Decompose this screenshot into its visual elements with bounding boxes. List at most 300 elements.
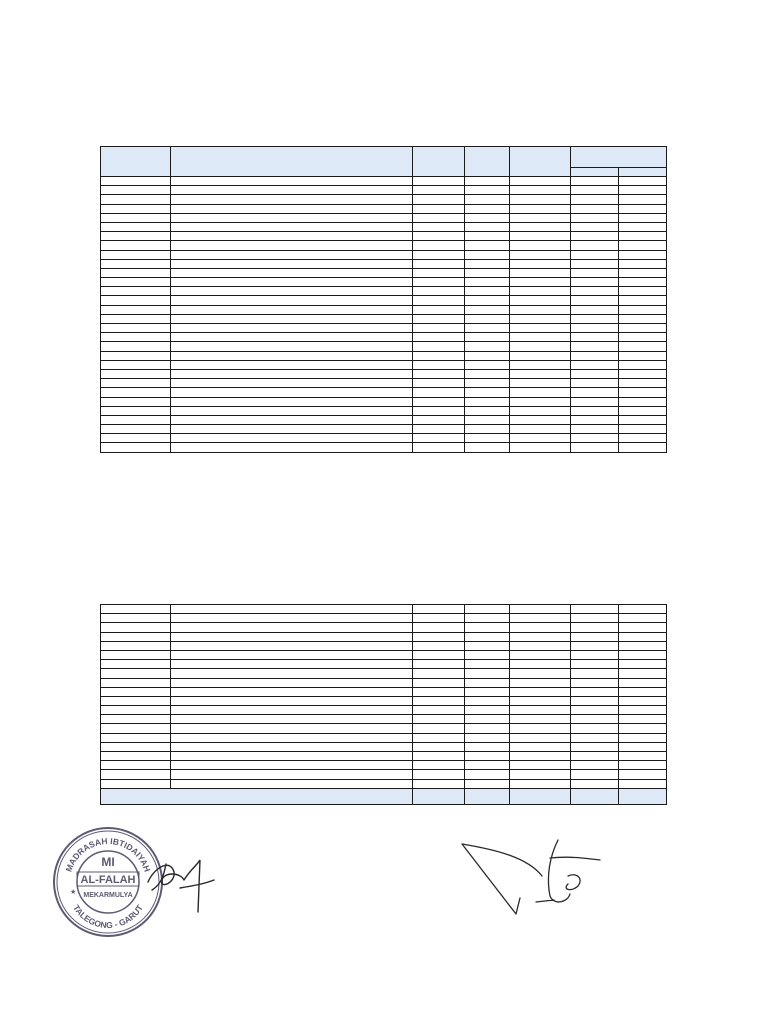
bottom-cell — [413, 632, 465, 641]
table-row — [101, 333, 667, 342]
top-cell — [571, 204, 619, 213]
bottom-cell — [465, 715, 510, 724]
table-row — [101, 388, 667, 397]
top-cell — [101, 222, 171, 231]
bottom-cell — [571, 669, 619, 678]
table-row — [101, 314, 667, 323]
bottom-cell — [465, 742, 510, 751]
top-cell — [101, 397, 171, 406]
bottom-cell — [619, 687, 667, 696]
top-cell — [413, 388, 465, 397]
top-cell — [571, 379, 619, 388]
table-row — [101, 724, 667, 733]
top-cell — [101, 388, 171, 397]
top-cell — [171, 241, 413, 250]
top-cell — [413, 406, 465, 415]
top-cell — [413, 268, 465, 277]
top-cell — [571, 351, 619, 360]
table-row — [101, 287, 667, 296]
top-cell — [171, 177, 413, 186]
top-cell — [571, 342, 619, 351]
top-cell — [571, 278, 619, 287]
top-cell — [571, 388, 619, 397]
top-cell — [510, 222, 571, 231]
bottom-cell — [101, 715, 171, 724]
top-cell — [101, 369, 171, 378]
bottom-cell — [619, 779, 667, 788]
table-row — [101, 752, 667, 761]
top-cell — [619, 425, 667, 434]
bottom-cell — [171, 742, 413, 751]
header-cell-1 — [101, 147, 171, 177]
top-cell — [171, 195, 413, 204]
bottom-cell — [571, 687, 619, 696]
bottom-cell — [171, 614, 413, 623]
top-cell — [510, 434, 571, 443]
top-cell — [571, 406, 619, 415]
top-cell — [571, 324, 619, 333]
top-cell — [619, 250, 667, 259]
top-cell — [171, 213, 413, 222]
bottom-cell — [465, 650, 510, 659]
top-cell — [619, 397, 667, 406]
top-cell — [571, 333, 619, 342]
bottom-cell — [413, 779, 465, 788]
bottom-cell — [571, 724, 619, 733]
top-cell — [465, 333, 510, 342]
top-cell — [619, 222, 667, 231]
top-cell — [465, 222, 510, 231]
bottom-cell — [171, 696, 413, 705]
table-row — [101, 177, 667, 186]
top-cell — [571, 259, 619, 268]
bottom-cell — [171, 641, 413, 650]
bottom-cell — [171, 779, 413, 788]
bottom-cell — [101, 687, 171, 696]
bottom-cell — [510, 733, 571, 742]
bottom-cell — [465, 724, 510, 733]
table-row — [101, 761, 667, 770]
bottom-cell — [171, 761, 413, 770]
svg-text:MEKARMULYA: MEKARMULYA — [83, 892, 133, 899]
table-row — [101, 742, 667, 751]
top-cell — [413, 177, 465, 186]
top-cell — [571, 232, 619, 241]
top-cell — [101, 305, 171, 314]
bottom-cell — [413, 605, 465, 614]
top-cell — [465, 232, 510, 241]
top-cell — [101, 268, 171, 277]
top-cell — [171, 186, 413, 195]
top-cell — [413, 241, 465, 250]
top-cell — [465, 434, 510, 443]
signature-left — [140, 850, 220, 920]
table-row — [101, 660, 667, 669]
table-row — [101, 406, 667, 415]
bottom-cell — [571, 632, 619, 641]
bottom-cell — [413, 614, 465, 623]
top-cell — [510, 425, 571, 434]
top-cell — [465, 342, 510, 351]
top-cell — [571, 250, 619, 259]
top-cell — [101, 406, 171, 415]
top-cell — [171, 333, 413, 342]
table-header-row — [101, 147, 667, 168]
bottom-cell — [510, 742, 571, 751]
bottom-cell — [101, 632, 171, 641]
top-cell — [413, 324, 465, 333]
bottom-cell — [465, 660, 510, 669]
top-cell — [101, 186, 171, 195]
top-cell — [465, 250, 510, 259]
bottom-cell — [571, 733, 619, 742]
top-cell — [510, 406, 571, 415]
top-cell — [413, 204, 465, 213]
bottom-cell — [171, 733, 413, 742]
table-row — [101, 605, 667, 614]
bottom-cell — [171, 669, 413, 678]
top-cell — [510, 213, 571, 222]
bottom-cell — [571, 761, 619, 770]
top-cell — [571, 268, 619, 277]
bottom-cell — [101, 696, 171, 705]
top-cell — [510, 259, 571, 268]
top-cell — [101, 425, 171, 434]
table-row — [101, 259, 667, 268]
table-row — [101, 305, 667, 314]
top-cell — [619, 351, 667, 360]
top-cell — [171, 351, 413, 360]
top-cell — [465, 305, 510, 314]
subheader-cell-1 — [571, 168, 619, 177]
bottom-cell — [571, 770, 619, 779]
top-cell — [171, 388, 413, 397]
top-cell — [510, 397, 571, 406]
svg-text:TALEGONG - GARUT: TALEGONG - GARUT — [71, 902, 145, 931]
bottom-cell — [510, 641, 571, 650]
bottom-cell — [571, 752, 619, 761]
bottom-cell — [571, 660, 619, 669]
top-cell — [510, 186, 571, 195]
top-cell — [619, 278, 667, 287]
top-cell — [465, 379, 510, 388]
top-cell — [171, 314, 413, 323]
top-cell — [510, 351, 571, 360]
bottom-cell — [510, 687, 571, 696]
bottom-cell — [413, 770, 465, 779]
top-cell — [413, 305, 465, 314]
table-row — [101, 204, 667, 213]
bottom-cell — [571, 779, 619, 788]
top-cell — [171, 415, 413, 424]
top-cell — [510, 388, 571, 397]
top-cell — [465, 324, 510, 333]
table-row — [101, 779, 667, 788]
top-cell — [465, 397, 510, 406]
bottom-cell — [510, 715, 571, 724]
bottom-cell — [619, 669, 667, 678]
top-cell — [510, 369, 571, 378]
top-cell — [510, 305, 571, 314]
top-cell — [171, 443, 413, 452]
top-cell — [465, 213, 510, 222]
header-cell-3 — [413, 147, 465, 177]
bottom-cell — [571, 706, 619, 715]
top-cell — [619, 296, 667, 305]
top-cell — [571, 397, 619, 406]
top-cell — [413, 351, 465, 360]
bottom-cell — [619, 605, 667, 614]
top-cell — [465, 204, 510, 213]
subheader-cell-2 — [619, 168, 667, 177]
top-cell — [171, 397, 413, 406]
top-cell — [465, 425, 510, 434]
table-row — [101, 425, 667, 434]
bottom-cell — [413, 724, 465, 733]
top-cell — [101, 324, 171, 333]
svg-text:AL-FALAH: AL-FALAH — [80, 874, 136, 886]
top-cell — [101, 379, 171, 388]
table-row — [101, 641, 667, 650]
top-cell — [510, 232, 571, 241]
bottom-cell — [171, 623, 413, 632]
bottom-cell — [465, 669, 510, 678]
top-cell — [413, 287, 465, 296]
table-row — [101, 379, 667, 388]
bottom-cell — [171, 715, 413, 724]
top-cell — [619, 232, 667, 241]
top-cell — [619, 406, 667, 415]
svg-text:MADRASAH IBTIDAIYAH: MADRASAH IBTIDAIYAH — [63, 835, 153, 874]
top-cell — [413, 434, 465, 443]
top-cell — [571, 213, 619, 222]
bottom-cell — [465, 614, 510, 623]
top-cell — [171, 369, 413, 378]
top-cell — [571, 425, 619, 434]
top-cell — [413, 379, 465, 388]
top-cell — [101, 213, 171, 222]
top-cell — [571, 415, 619, 424]
top-cell — [413, 278, 465, 287]
top-cell — [510, 360, 571, 369]
bottom-cell — [571, 641, 619, 650]
bottom-cell — [571, 650, 619, 659]
table-row — [101, 324, 667, 333]
top-cell — [465, 406, 510, 415]
top-cell — [101, 195, 171, 204]
table-row — [101, 222, 667, 231]
bottom-cell — [171, 660, 413, 669]
top-cell — [510, 314, 571, 323]
top-cell — [465, 268, 510, 277]
bottom-cell — [571, 715, 619, 724]
bottom-cell — [571, 696, 619, 705]
table-row — [101, 614, 667, 623]
top-cell — [510, 204, 571, 213]
top-cell — [571, 186, 619, 195]
top-cell — [101, 250, 171, 259]
top-cell — [619, 333, 667, 342]
total-value-cell — [619, 788, 667, 804]
top-cell — [465, 278, 510, 287]
bottom-cell — [465, 696, 510, 705]
bottom-cell — [413, 696, 465, 705]
total-value-cell — [510, 788, 571, 804]
bottom-cell — [465, 623, 510, 632]
top-cell — [171, 287, 413, 296]
top-cell — [171, 232, 413, 241]
bottom-cell — [510, 761, 571, 770]
top-cell — [413, 369, 465, 378]
top-cell — [619, 177, 667, 186]
top-cell — [571, 443, 619, 452]
table-row — [101, 770, 667, 779]
table-row — [101, 360, 667, 369]
top-cell — [465, 296, 510, 305]
top-cell — [571, 222, 619, 231]
bottom-cell — [413, 623, 465, 632]
table-row — [101, 268, 667, 277]
header-cell-group — [571, 147, 667, 168]
top-cell — [619, 324, 667, 333]
top-cell — [571, 369, 619, 378]
bottom-cell — [101, 678, 171, 687]
top-cell — [413, 397, 465, 406]
table-row — [101, 351, 667, 360]
top-cell — [619, 434, 667, 443]
bottom-cell — [619, 761, 667, 770]
bottom-cell — [171, 752, 413, 761]
top-cell — [619, 360, 667, 369]
bottom-cell — [619, 650, 667, 659]
top-cell — [465, 177, 510, 186]
table-row — [101, 241, 667, 250]
top-cell — [101, 434, 171, 443]
top-cell — [465, 360, 510, 369]
top-cell — [101, 204, 171, 213]
top-cell — [171, 406, 413, 415]
top-cell — [101, 333, 171, 342]
top-cell — [510, 250, 571, 259]
top-cell — [571, 177, 619, 186]
bottom-cell — [101, 605, 171, 614]
table-row — [101, 397, 667, 406]
top-cell — [571, 305, 619, 314]
top-cell — [619, 314, 667, 323]
header-cell-4 — [465, 147, 510, 177]
bottom-cell — [413, 660, 465, 669]
top-cell — [171, 250, 413, 259]
top-cell — [571, 314, 619, 323]
top-cell — [413, 213, 465, 222]
bottom-cell — [465, 770, 510, 779]
bottom-cell — [571, 623, 619, 632]
bottom-cell — [619, 715, 667, 724]
top-cell — [619, 305, 667, 314]
table-row — [101, 632, 667, 641]
bottom-cell — [619, 696, 667, 705]
header-cell-5 — [510, 147, 571, 177]
table-row — [101, 669, 667, 678]
header-cell-2 — [171, 147, 413, 177]
top-cell — [510, 241, 571, 250]
top-cell — [101, 287, 171, 296]
top-cell — [101, 342, 171, 351]
bottom-cell — [413, 706, 465, 715]
top-cell — [465, 259, 510, 268]
bottom-cell — [510, 669, 571, 678]
top-cell — [619, 379, 667, 388]
top-cell — [171, 259, 413, 268]
table-row — [101, 296, 667, 305]
top-cell — [413, 259, 465, 268]
bottom-cell — [510, 650, 571, 659]
bottom-cell — [510, 614, 571, 623]
table-row — [101, 213, 667, 222]
top-cell — [171, 342, 413, 351]
bottom-cell — [101, 742, 171, 751]
bottom-cell — [101, 761, 171, 770]
top-cell — [465, 351, 510, 360]
bottom-cell — [101, 724, 171, 733]
top-cell — [510, 342, 571, 351]
table-row — [101, 706, 667, 715]
bottom-cell — [171, 770, 413, 779]
top-cell — [101, 443, 171, 452]
top-cell — [619, 195, 667, 204]
bottom-cell — [619, 632, 667, 641]
bottom-cell — [171, 678, 413, 687]
top-cell — [510, 443, 571, 452]
bottom-cell — [465, 632, 510, 641]
bottom-cell — [413, 641, 465, 650]
top-cell — [510, 278, 571, 287]
top-cell — [101, 177, 171, 186]
top-cell — [510, 415, 571, 424]
top-cell — [571, 360, 619, 369]
table-row — [101, 186, 667, 195]
bottom-cell — [465, 779, 510, 788]
total-value-cell — [413, 788, 465, 804]
top-cell — [619, 259, 667, 268]
bottom-cell — [413, 650, 465, 659]
table-row — [101, 250, 667, 259]
top-cell — [413, 360, 465, 369]
top-cell — [101, 351, 171, 360]
top-cell — [101, 296, 171, 305]
top-cell — [465, 369, 510, 378]
bottom-cell — [619, 770, 667, 779]
bottom-cell — [465, 733, 510, 742]
bottom-cell — [510, 678, 571, 687]
bottom-cell — [413, 678, 465, 687]
top-cell — [413, 186, 465, 195]
top-cell — [619, 287, 667, 296]
table-row — [101, 687, 667, 696]
top-cell — [510, 296, 571, 305]
table-row — [101, 443, 667, 452]
bottom-cell — [510, 779, 571, 788]
table-row — [101, 715, 667, 724]
bottom-cell — [413, 752, 465, 761]
bottom-cell — [171, 632, 413, 641]
bottom-cell — [171, 650, 413, 659]
table-row — [101, 195, 667, 204]
table-row — [101, 696, 667, 705]
table-row — [101, 650, 667, 659]
table-row — [101, 278, 667, 287]
bottom-cell — [510, 706, 571, 715]
